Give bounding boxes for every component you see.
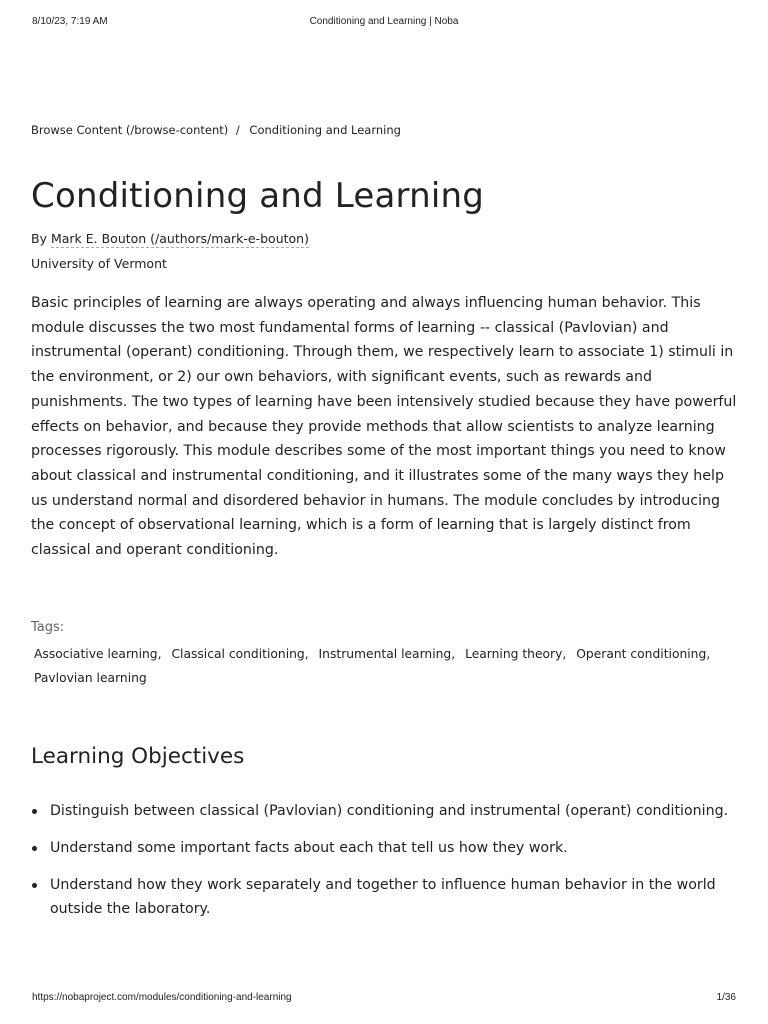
page-title: Conditioning and Learning [31, 176, 485, 216]
bullet-icon [32, 883, 37, 888]
tag-classical-conditioning[interactable]: Classical conditioning, [171, 646, 309, 661]
tag-learning-theory[interactable]: Learning theory, [465, 646, 567, 661]
tag-pavlovian-learning[interactable]: Pavlovian learning [34, 671, 147, 686]
objective-text: Distinguish between classical (Pavlovian) conditioning and instrumental (operant) conditioning. [50, 802, 729, 819]
tags-list [31, 642, 737, 691]
breadcrumb-current: Conditioning and Learning [249, 123, 401, 137]
print-footer [32, 992, 736, 1006]
objective-item [31, 799, 737, 824]
tags-label: Tags: [31, 619, 65, 635]
bullet-icon [32, 809, 37, 814]
author-link[interactable]: Mark E. Bouton (/authors/mark-e-bouton) [50, 231, 309, 246]
tag-instrumental-learning[interactable]: Instrumental learning, [318, 646, 456, 661]
learning-objectives-heading: Learning Objectives [31, 743, 245, 769]
objective-text: Understand some important facts about each that tell us how they work. [50, 839, 568, 856]
breadcrumb-separator: / [235, 123, 240, 137]
tag-operant-conditioning[interactable]: Operant conditioning, [576, 646, 711, 661]
print-page-number: 1/36 [716, 992, 736, 1003]
tag-associative-learning[interactable]: Associative learning, [34, 646, 162, 661]
print-datetime: 8/10/23, 7:19 AM [32, 16, 108, 27]
byline [31, 230, 737, 248]
learning-objectives-list [31, 799, 737, 922]
bullet-icon [32, 846, 37, 851]
byline-prefix: By [31, 231, 51, 246]
breadcrumb-browse-link[interactable]: Browse Content (/browse-content) [31, 123, 229, 137]
abstract-paragraph: Basic principles of learning are always operating and always influencing human behavior. This module discusses the two most fundamental forms of learning -- classical (Pavlovian) and instrumental (operant) conditioning. Through them, we respectively learn to associate 1) stimuli in the environment, or 2) our own behaviors, with significant events, such as rewards and punishments. The two types of learning have been intensively studied because they have powerful effects on behavior, and because they provide methods that allow scientists to analyze learning processes rigorously. This module describes some of the most important things you need to know about classical and instrumental conditioning, and it illustrates some of the many ways they help us understand normal and disordered behavior in humans. The module concludes by introducing the concept of observational learning, which is a form of learning that is largely distinct from classical and operant conditioning. [31, 295, 737, 559]
breadcrumb [31, 122, 737, 138]
print-page-title: Conditioning and Learning | Noba [309, 16, 459, 27]
article-content [31, 122, 737, 934]
objective-text: Understand how they work separately and together to influence human behavior in the world outside the laboratory. [50, 876, 716, 918]
objective-item [31, 836, 737, 861]
objective-item [31, 873, 737, 922]
print-url: https://nobaproject.com/modules/conditioning-and-learning [32, 992, 292, 1003]
author-affiliation: University of Vermont [31, 256, 167, 271]
print-header [32, 16, 736, 30]
